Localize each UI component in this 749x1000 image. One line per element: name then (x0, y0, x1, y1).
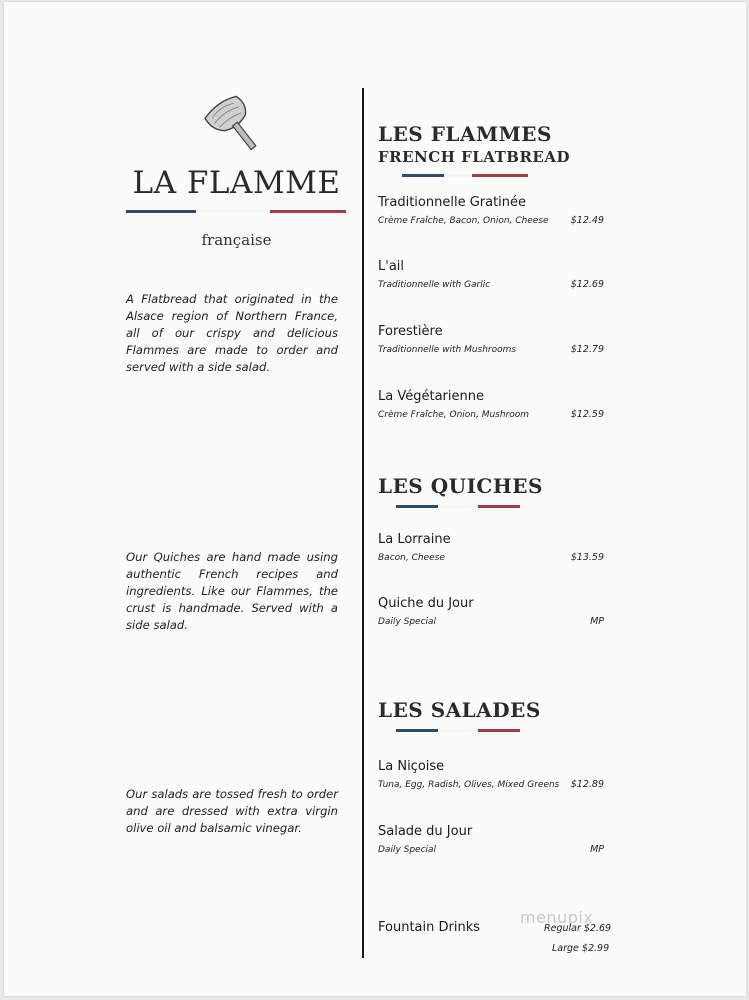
brand-tricolor-rule (126, 210, 346, 213)
item-price: $13.59 (570, 552, 604, 563)
menu-item (378, 389, 604, 420)
item-name: La Végétarienne (378, 389, 484, 404)
item-price: MP (590, 844, 604, 855)
item-price: $12.49 (570, 215, 604, 226)
quiches-description: Our Quiches are hand made using authentic French recipes and ingredients. Like our Flammes, the crust is handmade. Served with a side salad. (126, 550, 338, 632)
item-name: Traditionnelle Gratinée (378, 195, 527, 210)
drink-price-large: Large $2.99 (552, 943, 610, 954)
item-description: Crème Fraîche, Bacon, Onion, Cheese (378, 216, 549, 226)
drink-price-regular: Regular $2.69 (544, 923, 612, 934)
salades-description: Our salads are tossed fresh to order and are dressed with extra virgin olive oil and balsamic vinegar. (126, 787, 338, 835)
item-name: Salade du Jour (378, 824, 473, 839)
flammes-description: A Flatbread that originated in the Alsace region of Northern France, all of our crispy and delicious Flammes are made to order and served with a side salad. (126, 292, 338, 374)
watermark: menupix (520, 908, 594, 927)
menu-page (4, 2, 746, 996)
item-name: L'ail (378, 259, 405, 274)
item-description: Daily Special (378, 845, 437, 855)
section-title-flammes: LES FLAMMES (378, 122, 552, 146)
item-description: Daily Special (378, 617, 437, 627)
section-title-salades: LES SALADES (378, 698, 541, 722)
item-name: La Niçoise (378, 759, 445, 774)
item-name: Quiche du Jour (378, 596, 474, 611)
item-price: $12.79 (570, 344, 604, 355)
menu-item (378, 824, 604, 855)
menu-item (378, 596, 604, 627)
item-description: Tuna, Egg, Radish, Olives, Mixed Greens (378, 780, 560, 790)
menu-item (378, 324, 604, 355)
section-title-quiches: LES QUICHES (378, 474, 543, 498)
pizza-peel-icon (204, 92, 270, 158)
item-description: Crème Fraîche, Onion, Mushroom (378, 410, 530, 420)
item-price: $12.69 (570, 279, 604, 290)
brand-subtitle: française (201, 231, 272, 249)
brand-title: LA FLAMME (132, 165, 341, 201)
item-price: $12.59 (570, 409, 604, 420)
quiches-tricolor-rule (396, 505, 520, 508)
section-subtitle-flammes: FRENCH FLATBREAD (378, 148, 570, 166)
drinks-name: Fountain Drinks (378, 920, 481, 935)
item-name: Forestière (378, 324, 443, 339)
menu-item (378, 759, 604, 790)
menu-item (378, 259, 604, 290)
item-description: Traditionnelle with Garlic (378, 280, 491, 290)
menu-item (378, 195, 604, 226)
column-divider (362, 88, 364, 958)
menu-item (378, 532, 604, 563)
item-description: Bacon, Cheese (378, 553, 445, 563)
item-description: Traditionnelle with Mushrooms (378, 345, 517, 355)
item-name: La Lorraine (378, 532, 451, 547)
item-price: $12.89 (570, 779, 604, 790)
flammes-tricolor-rule (402, 174, 528, 177)
item-price: MP (590, 616, 604, 627)
salades-tricolor-rule (396, 729, 520, 732)
